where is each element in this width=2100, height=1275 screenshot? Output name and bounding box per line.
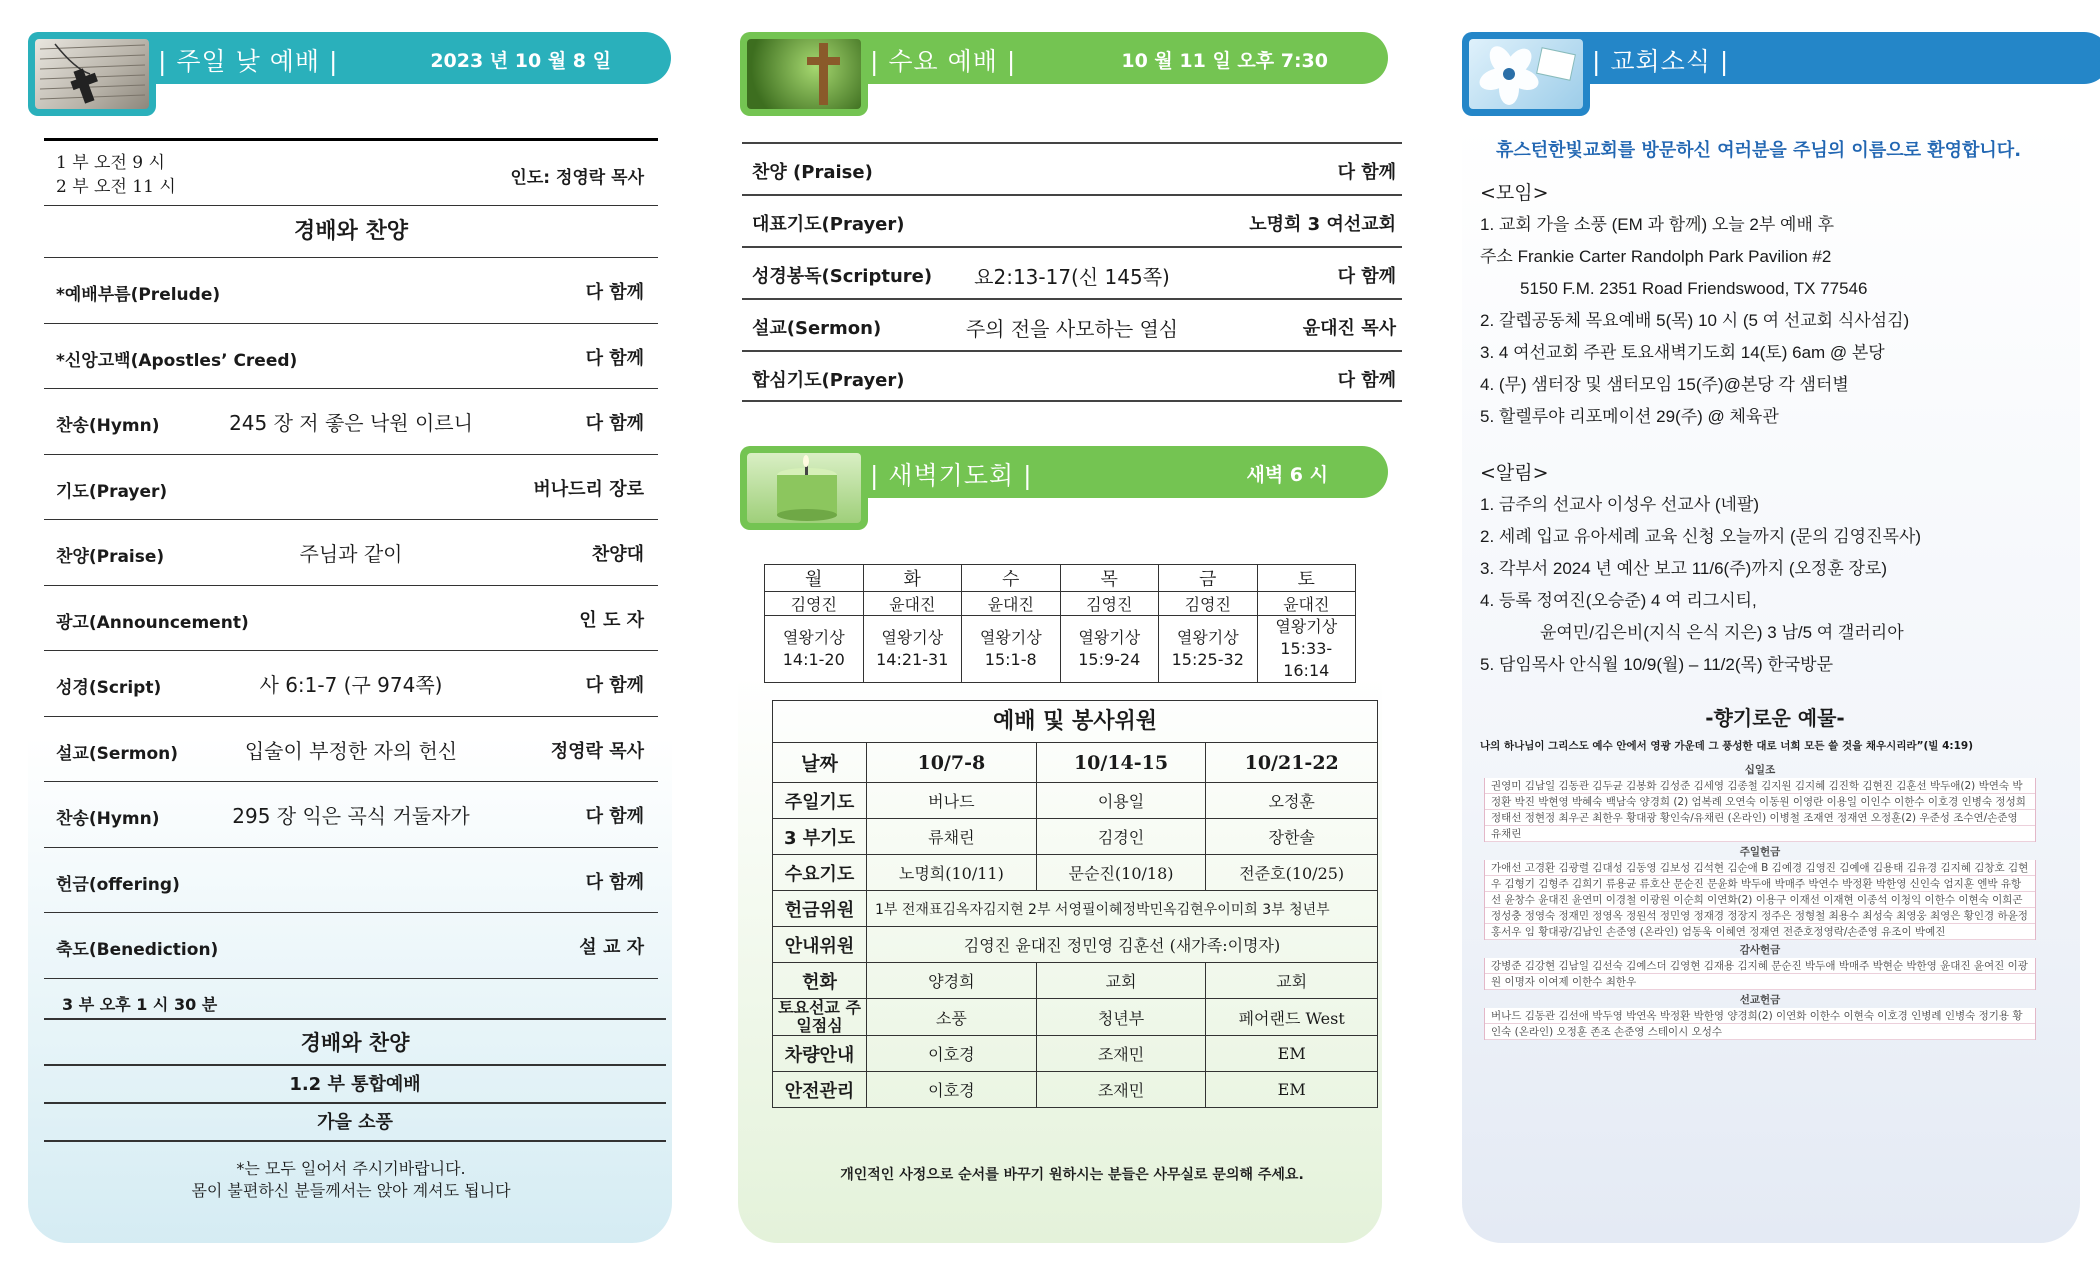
- committee-cell: 문순진(10/18): [1036, 855, 1206, 891]
- order-row: [44, 455, 658, 521]
- joint-service-line: 1.2 부 통합예배: [44, 1066, 666, 1104]
- dawn-leader: 김영진: [1159, 592, 1258, 616]
- committee-header-row: [773, 743, 1378, 783]
- committee-cell: 류채린: [867, 819, 1037, 855]
- sunday-order-of-service: [44, 138, 658, 979]
- order-item-label: 찬송(Hymn): [56, 416, 160, 436]
- committee-cell: 이호경: [867, 1072, 1037, 1108]
- wednesday-row: [742, 350, 1402, 402]
- wednesday-header-title: | 수요 예배 |: [870, 47, 1017, 76]
- committee-cell: 이용일: [1036, 783, 1206, 819]
- offering-names: 가애선 고경환 김광렬 김대성 김동영 김보성 김석현 김순애 B 김예경 김영진 김예애 김용태 김유경 김지혜 김창호 김현우 김형기 김형주 김희기 류용균 류호산 문순진 문윤화 박두애 박매주 박연수 박정환 박한영 신인숙 엄지훈 엔박 유항선 윤창수 윤대진 윤연미 이경철 이광원 이순희 이연화(2) 이용구 이재선 이재현 이종석 이청익 이한수 이현숙 이희곤 정성충 정영숙 정재민 정영옥 정원석 정민영 정재경 정장지 정주은 정형철 최용수 최성숙 최영웅 최영은 황인경 하윤정 홍서우 임 황대광/김남인 손준영 (온라인) 엄동욱 이혜연 정재연 전준호정영락/손준영 유조이 박예진: [1484, 860, 2036, 940]
- dawn-book: 열왕기상: [881, 628, 944, 647]
- wednesday-item-leader: 다 함께: [1337, 162, 1396, 183]
- wednesday-row: [742, 194, 1402, 246]
- dawn-reading: [863, 616, 962, 683]
- wednesday-item-label: 찬양 (Praise): [752, 162, 873, 183]
- offering-category: 주일헌금: [1739, 846, 1781, 858]
- church-news-title: | 교회소식 |: [1592, 47, 1730, 76]
- order-row: [44, 848, 658, 914]
- dawn-day: 월: [765, 565, 864, 592]
- offering-category: 선교헌금: [1739, 994, 1781, 1006]
- order-item-detail: 주님과 같이: [299, 542, 403, 566]
- committee-cell: 이호경: [867, 1036, 1037, 1072]
- order-row: [44, 324, 658, 390]
- order-item-leader: 설 교 자: [579, 937, 644, 958]
- order-item-leader: 다 함께: [585, 871, 644, 893]
- wednesday-item-leader: 윤대진 목사: [1302, 318, 1396, 339]
- sunday-header-title: | 주일 낮 예배 |: [158, 47, 339, 76]
- committee-cell: 청년부: [1036, 999, 1206, 1036]
- order-item-leader: 버나드리 장로: [533, 478, 644, 500]
- dawn-verse: 15:9-24: [1078, 650, 1141, 669]
- order-item-leader: 다 함께: [585, 675, 644, 696]
- order-item-label: 찬양(Praise): [56, 547, 165, 567]
- committee-cell: EM: [1206, 1072, 1378, 1108]
- dawn-prayer-title: | 새벽기도회 |: [870, 461, 1033, 490]
- dawn-leader: 김영진: [765, 592, 864, 616]
- dawn-book: 열왕기상: [782, 628, 845, 647]
- notices-heading: <알림>: [1480, 462, 1549, 484]
- committee-cell: 교회: [1206, 963, 1378, 999]
- meetings-item: 1. 교회 가을 소풍 (EM 과 함께) 오늘 2부 예배 후: [1480, 215, 1835, 234]
- dawn-day: 수: [962, 565, 1061, 592]
- order-item-label: *신앙고백(Apostles’ Creed): [56, 350, 298, 371]
- meetings-item: 5150 F.M. 2351 Road Friendswood, TX 77546: [1520, 279, 1868, 298]
- meetings-section: [1480, 178, 2070, 433]
- offerings-list: [1484, 760, 2036, 1040]
- committee-title: 예배 및 봉사위원: [772, 700, 1378, 742]
- offerings-verse: 나의 하나님이 그리스도 예수 안에서 영광 가운데 그 풍성한 대로 너희 모든 쓸 것을 채우시리라”(빌 4:19): [1480, 740, 1974, 752]
- schedule-change-note: 개인적인 사정으로 순서를 바꾸기 원하시는 분들은 사무실로 문의해 주세요.: [840, 1167, 1304, 1183]
- committee-role: 차량안내: [773, 1036, 867, 1072]
- wednesday-item-leader: 다 함께: [1337, 266, 1396, 287]
- order-row: [44, 586, 658, 652]
- meetings-item: 4. (무) 샘터장 및 샘터모임 15(주)@본당 각 샘터별: [1480, 375, 1849, 394]
- committee-cell: EM: [1206, 1036, 1378, 1072]
- dawn-prayer-time: 새벽 6 시: [1246, 464, 1328, 486]
- offering-names: 권영미 김남일 김동관 김두균 김봉화 김성준 김세영 김종철 김지원 김지혜 김진학 김현진 김훈선 박두애(2) 박연숙 박정환 박진 박현영 박혜숙 백남숙 양경희 (2) 엄복례 오연숙 이동원 이영란 이용일 이인수 이한수 이호경 인병숙 정성희 정태선 정현정 최우곤 최한우 황대광 황인숙/유채린 (온라인) 이병철 조재연 정재연 오정훈(2) 우준성 조수연/손준영 유채린: [1484, 778, 2036, 842]
- worship-and-praise-heading: 경배와 찬양: [44, 206, 658, 258]
- committee-role: 주일기도: [773, 783, 867, 819]
- dawn-book: 열왕기상: [979, 628, 1042, 647]
- sunday-service-panel: [0, 0, 700, 1275]
- order-row: [44, 651, 658, 717]
- order-item-leader: 찬양대: [591, 544, 644, 565]
- welcome-message: 휴스턴한빛교회를 방문하신 여러분을 주님의 이름으로 환영합니다.: [1496, 140, 2022, 161]
- order-row: [44, 258, 658, 324]
- offerings-title: -향기로운 예물-: [1705, 706, 1845, 730]
- offering-category: 감사헌금: [1739, 944, 1781, 956]
- order-item-leader: 다 함께: [585, 282, 644, 303]
- order-item-label: 헌금(offering): [56, 874, 180, 895]
- dawn-reading: [962, 616, 1061, 683]
- committee-cell: 소풍: [867, 999, 1037, 1036]
- notices-item: 윤여민/김은비(지식 은식 지은) 3 남/5 여 갤러리아: [1540, 623, 1904, 642]
- committee-cell: 버나드: [867, 783, 1037, 819]
- dawn-book: 열왕기상: [1275, 617, 1338, 636]
- committee-role: 3 부기도: [773, 819, 867, 855]
- committee-role: 헌화: [773, 963, 867, 999]
- order-item-label: *예배부름(Prelude): [56, 285, 221, 305]
- offering-names: 강병준 김강현 김남일 김선숙 김예스더 김영현 김재용 김지혜 문순진 박두애 박매주 박현순 박한영 윤대진 윤여진 이광원 이명자 이여제 이한수 최한우: [1484, 958, 2036, 990]
- wednesday-item-label: 대표기도(Prayer): [752, 214, 905, 235]
- standing-note-line1: *는 모두 일어서 주시기바랍니다.: [236, 1159, 466, 1178]
- meetings-heading: <모임>: [1480, 182, 1549, 204]
- notices-item: 1. 금주의 선교사 이성우 선교사 (네팔): [1480, 495, 1760, 514]
- wednesday-item-label: 합심기도(Prayer): [752, 370, 905, 391]
- service-leader: 인도: 정영락 목사: [510, 168, 644, 188]
- dawn-day: 화: [863, 565, 962, 592]
- committee-row: [773, 855, 1378, 891]
- committee-header-cell: 10/14-15: [1036, 743, 1206, 783]
- wednesday-row: [742, 298, 1402, 350]
- first-service-time: 1 부 오전 9 시: [56, 153, 165, 173]
- dawn-reading: [1060, 616, 1159, 683]
- committee-role: 토요선교 주일점심: [773, 999, 867, 1036]
- committee-row: [773, 963, 1378, 999]
- wednesday-row: [742, 142, 1402, 194]
- committee-cell: 노명희(10/11): [867, 855, 1037, 891]
- committee-header-cell: 10/21-22: [1206, 743, 1378, 783]
- notices-item: 5. 담임목사 안식월 10/9(월) – 11/2(목) 한국방문: [1480, 655, 1834, 674]
- order-item-label: 기도(Prayer): [56, 481, 168, 502]
- committee-row: [773, 999, 1378, 1036]
- dawn-day: 금: [1159, 565, 1258, 592]
- order-item-leader: 정영락 목사: [550, 740, 644, 762]
- usher-committee-label: 안내위원: [773, 927, 867, 963]
- committee-header-cell: 날짜: [773, 743, 867, 783]
- dawn-verse: 15:1-8: [984, 650, 1037, 669]
- meetings-item: 3. 4 여선교회 주관 토요새벽기도회 14(토) 6am @ 본당: [1480, 343, 1885, 362]
- third-service-block: [44, 990, 666, 1142]
- committee-role: 안전관리: [773, 1072, 867, 1108]
- third-service-time: 3 부 오후 1 시 30 분: [44, 990, 666, 1020]
- committee-cell: 전준호(10/25): [1206, 855, 1378, 891]
- order-row: [44, 520, 658, 586]
- offering-committee-row: [773, 891, 1378, 927]
- dawn-reading: [1257, 616, 1356, 683]
- second-service-time: 2 부 오전 11 시: [56, 177, 176, 197]
- order-row: [44, 782, 658, 848]
- committee-row: [773, 783, 1378, 819]
- order-item-label: 설교(Sermon): [56, 743, 179, 764]
- order-row: [44, 717, 658, 783]
- offering-committee-names: 1부 전재표김옥자김지현 2부 서영필이혜정박민옥김현우이미희 3부 청년부: [867, 891, 1378, 927]
- order-item-label: 찬송(Hymn): [56, 809, 160, 829]
- order-item-detail: 입술이 부정한 자의 헌신: [244, 738, 458, 763]
- committee-cell: 조재민: [1036, 1072, 1206, 1108]
- order-item-leader: 다 함께: [585, 806, 644, 827]
- notices-item: 3. 각부서 2024 년 예산 보고 11/6(주)까지 (오정훈 장로): [1480, 559, 1888, 578]
- order-row: [44, 913, 658, 979]
- sunday-header-date: 2023 년 10 월 8 일: [430, 50, 611, 72]
- dawn-book: 열왕기상: [1176, 628, 1239, 647]
- meetings-item: 2. 갈렙공동체 목요예배 5(목) 10 시 (5 여 선교회 식사섬김): [1480, 311, 1910, 330]
- committee-row: [773, 819, 1378, 855]
- standing-note-line2: 몸이 불편하신 분들께서는 앉아 계셔도 됩니다: [191, 1181, 511, 1200]
- dawn-reading: [765, 616, 864, 683]
- order-item-label: 성경(Script): [56, 678, 162, 698]
- wednesday-item-detail: 요2:13-17(신 145쪽): [974, 265, 1170, 289]
- wednesday-item-leader: 노명희 3 여선교회: [1249, 214, 1396, 235]
- dawn-leader: 윤대진: [962, 592, 1061, 616]
- wednesday-item-label: 설교(Sermon): [752, 318, 882, 339]
- wednesday-item-detail: 주의 전을 사모하는 열심: [965, 317, 1179, 341]
- committee-cell: 김경인: [1036, 819, 1206, 855]
- usher-committee-row: [773, 927, 1378, 963]
- candle-image: [740, 446, 868, 530]
- committee-cell: 교회: [1036, 963, 1206, 999]
- committee-cell: 오정훈: [1206, 783, 1378, 819]
- committee-row: [773, 1036, 1378, 1072]
- flower-card-image: [1462, 32, 1590, 116]
- dawn-leader: 윤대진: [863, 592, 962, 616]
- notices-item: 4. 등록 정여진(오승준) 4 여 리그시티,: [1480, 591, 1757, 610]
- order-item-detail: 사 6:1-7 (구 974쪽): [259, 673, 443, 697]
- wednesday-order-of-service: [742, 142, 1402, 402]
- dawn-prayer-schedule: [764, 564, 1356, 683]
- usher-committee-names: 김영진 윤대진 정민영 김훈선 (새가족:이명자): [867, 927, 1378, 963]
- order-item-detail: 295 장 익은 곡식 거둘자가: [232, 804, 470, 828]
- committee-cell: 조재민: [1036, 1036, 1206, 1072]
- dawn-verse: 15:25-32: [1171, 650, 1244, 669]
- notices-section: [1480, 458, 2070, 681]
- fall-picnic-line: 가을 소풍: [44, 1104, 666, 1142]
- order-item-leader: 인 도 자: [579, 609, 644, 631]
- committee-row: [773, 1072, 1378, 1108]
- offering-committee-label: 헌금위원: [773, 891, 867, 927]
- meetings-item: 주소 Frankie Carter Randolph Park Pavilion #2: [1480, 247, 1832, 266]
- order-item-leader: 다 함께: [585, 347, 644, 369]
- wednesday-row: [742, 246, 1402, 298]
- committee-cell: 장한솔: [1206, 819, 1378, 855]
- standing-note: [44, 1158, 658, 1202]
- wooden-cross-image: [740, 32, 868, 116]
- committee-table: [772, 742, 1378, 1108]
- order-row: [44, 389, 658, 455]
- order-item-detail: 245 장 저 좋은 낙원 이르니: [229, 411, 473, 435]
- committee-role: 수요기도: [773, 855, 867, 891]
- dawn-verse: 15:33-16:14: [1280, 639, 1333, 680]
- dawn-day: 목: [1060, 565, 1159, 592]
- dawn-leader: 윤대진: [1257, 592, 1356, 616]
- order-item-leader: 다 함께: [585, 413, 644, 434]
- wednesday-header-date: 10 월 11 일 오후 7:30: [1121, 50, 1328, 72]
- order-item-label: 광고(Announcement): [56, 612, 249, 633]
- wednesday-item-leader: 다 함께: [1337, 370, 1396, 391]
- notices-item: 2. 세례 입교 유아세례 교육 신청 오늘까지 (문의 김영진목사): [1480, 527, 1921, 546]
- dawn-reading: [1159, 616, 1258, 683]
- third-worship-heading: 경배와 찬양: [44, 1020, 666, 1066]
- dawn-verse: 14:1-20: [782, 650, 845, 669]
- wednesday-item-label: 성경봉독(Scripture): [752, 266, 933, 287]
- dawn-book: 열왕기상: [1078, 628, 1141, 647]
- worship-service-committee: [772, 700, 1378, 1108]
- cross-bible-image: [28, 32, 156, 116]
- order-item-label: 축도(Benediction): [56, 940, 219, 960]
- committee-header-cell: 10/7-8: [867, 743, 1037, 783]
- committee-cell: 양경희: [867, 963, 1037, 999]
- dawn-leader: 김영진: [1060, 592, 1159, 616]
- offering-category: 십일조: [1744, 764, 1776, 776]
- offering-names: 버나드 김동관 김선애 박두영 박연옥 박정환 박한영 양경희(2) 이연화 이한수 이현숙 이호경 인병례 인병숙 정기용 황인숙 (온라인) 오정훈 존조 손준영 스테이시 오성수: [1484, 1008, 2036, 1040]
- dawn-day: 토: [1257, 565, 1356, 592]
- dawn-verse: 14:21-31: [876, 650, 949, 669]
- committee-cell: 페어랜드 West: [1206, 999, 1378, 1036]
- service-times-row: [44, 138, 658, 206]
- meetings-item: 5. 할렐루야 리포메이션 29(주) @ 체육관: [1480, 407, 1779, 426]
